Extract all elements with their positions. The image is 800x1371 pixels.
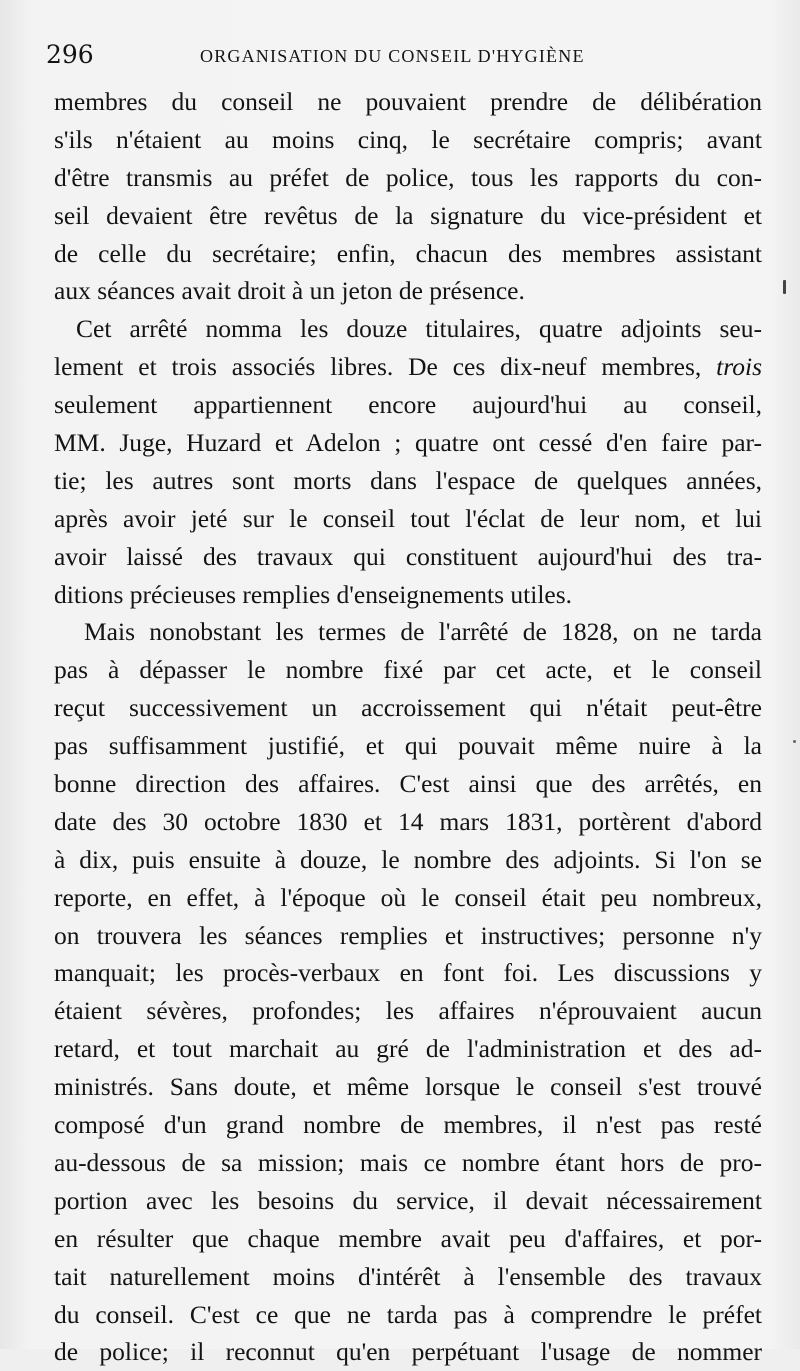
text-line: de police; il reconnut qu'en perpétuant l'usage de nommer <box>54 1337 762 1367</box>
text-line: reçut successivement un accroissement qui n'était peut-être <box>54 693 762 723</box>
text-line: MM. Juge, Huzard et Adelon ; quatre ont cessé d'en faire par- <box>54 428 762 458</box>
text-line: bonne direction des affaires. C'est ainsi que des arrêtés, en <box>54 769 762 799</box>
text-line: pas suffisamment justifié, et qui pouvait même nuire à la <box>54 731 762 761</box>
text-line: d'être transmis au préfet de police, tous les rapports du con- <box>54 162 762 192</box>
text-line: tait naturellement moins d'intérêt à l'ensemble des travaux <box>54 1261 762 1291</box>
text-line: étaient sévères, profondes; les affaires n'éprouvaient aucun <box>54 996 762 1026</box>
text-line: seil devaient être revêtus de la signature du vice-président et <box>54 200 762 230</box>
text-line: pas à dépasser le nombre fixé par cet acte, et le conseil <box>54 655 762 685</box>
text-line: retard, et tout marchait au gré de l'administration et des ad- <box>54 1034 762 1064</box>
margin-mark <box>783 280 786 294</box>
text-line: tie; les autres sont morts dans l'espace de quelques années, <box>54 465 762 495</box>
text-line: à dix, puis ensuite à douze, le nombre des adjoints. Si l'on se <box>54 844 762 874</box>
text-line: reporte, en effet, à l'époque où le conseil était peu nombreux, <box>54 882 762 912</box>
text-line: lement et trois associés libres. De ces dix-neuf membres, trois <box>54 352 762 382</box>
text-line: membres du conseil ne pouvaient prendre de délibération <box>54 87 762 116</box>
paragraph-start-line: Cet arrêté nomma les douze titulaires, quatre adjoints seu- <box>76 314 762 344</box>
text-line: portion avec les besoins du service, il devait nécessairement <box>54 1185 762 1215</box>
running-head: ORGANISATION DU CONSEIL D'HYGIÈNE <box>200 46 585 66</box>
body-text <box>54 83 762 1371</box>
text-line: de celle du secrétaire; enfin, chacun des membres assistant <box>54 238 762 268</box>
text-line: seulement appartiennent encore aujourd'hui au conseil, <box>54 390 762 420</box>
text-line: aux séances avait droit à un jeton de présence. <box>54 276 525 306</box>
page-header <box>46 38 766 72</box>
text-line: ditions précieuses remplies d'enseignements utiles. <box>54 579 573 609</box>
text-line: au-dessous de sa mission; mais ce nombre étant hors de pro- <box>54 1147 762 1177</box>
page-number: 296 <box>46 40 94 69</box>
text-line: composé d'un grand nombre de membres, il n'est pas resté <box>54 1110 762 1140</box>
italic-word: trois <box>716 352 762 382</box>
paragraph-start-line: Mais nonobstant les termes de l'arrêté de 1828, on ne tarda <box>84 617 762 647</box>
text-line: date des 30 octobre 1830 et 14 mars 1831, portèrent d'abord <box>54 806 762 836</box>
text-line: manquait; les procès-verbaux en font foi. Les discussions y <box>54 958 762 988</box>
text-line: s'ils n'étaient au moins cinq, le secrétaire compris; avant <box>54 124 762 154</box>
text-line: ministrés. Sans doute, et même lorsque le conseil s'est trouvé <box>54 1072 762 1102</box>
text-line: avoir laissé des travaux qui constituent aujourd'hui des tra- <box>54 541 762 571</box>
ink-speck <box>793 740 796 743</box>
text-line: on trouvera les séances remplies et instructives; personne n'y <box>54 920 762 950</box>
text-line: après avoir jeté sur le conseil tout l'éclat de leur nom, et lui <box>54 503 762 533</box>
text-line: en résulter que chaque membre avait peu d'affaires, et por- <box>54 1223 762 1253</box>
text-line: du conseil. C'est ce que ne tarda pas à comprendre le préfet <box>54 1299 762 1329</box>
